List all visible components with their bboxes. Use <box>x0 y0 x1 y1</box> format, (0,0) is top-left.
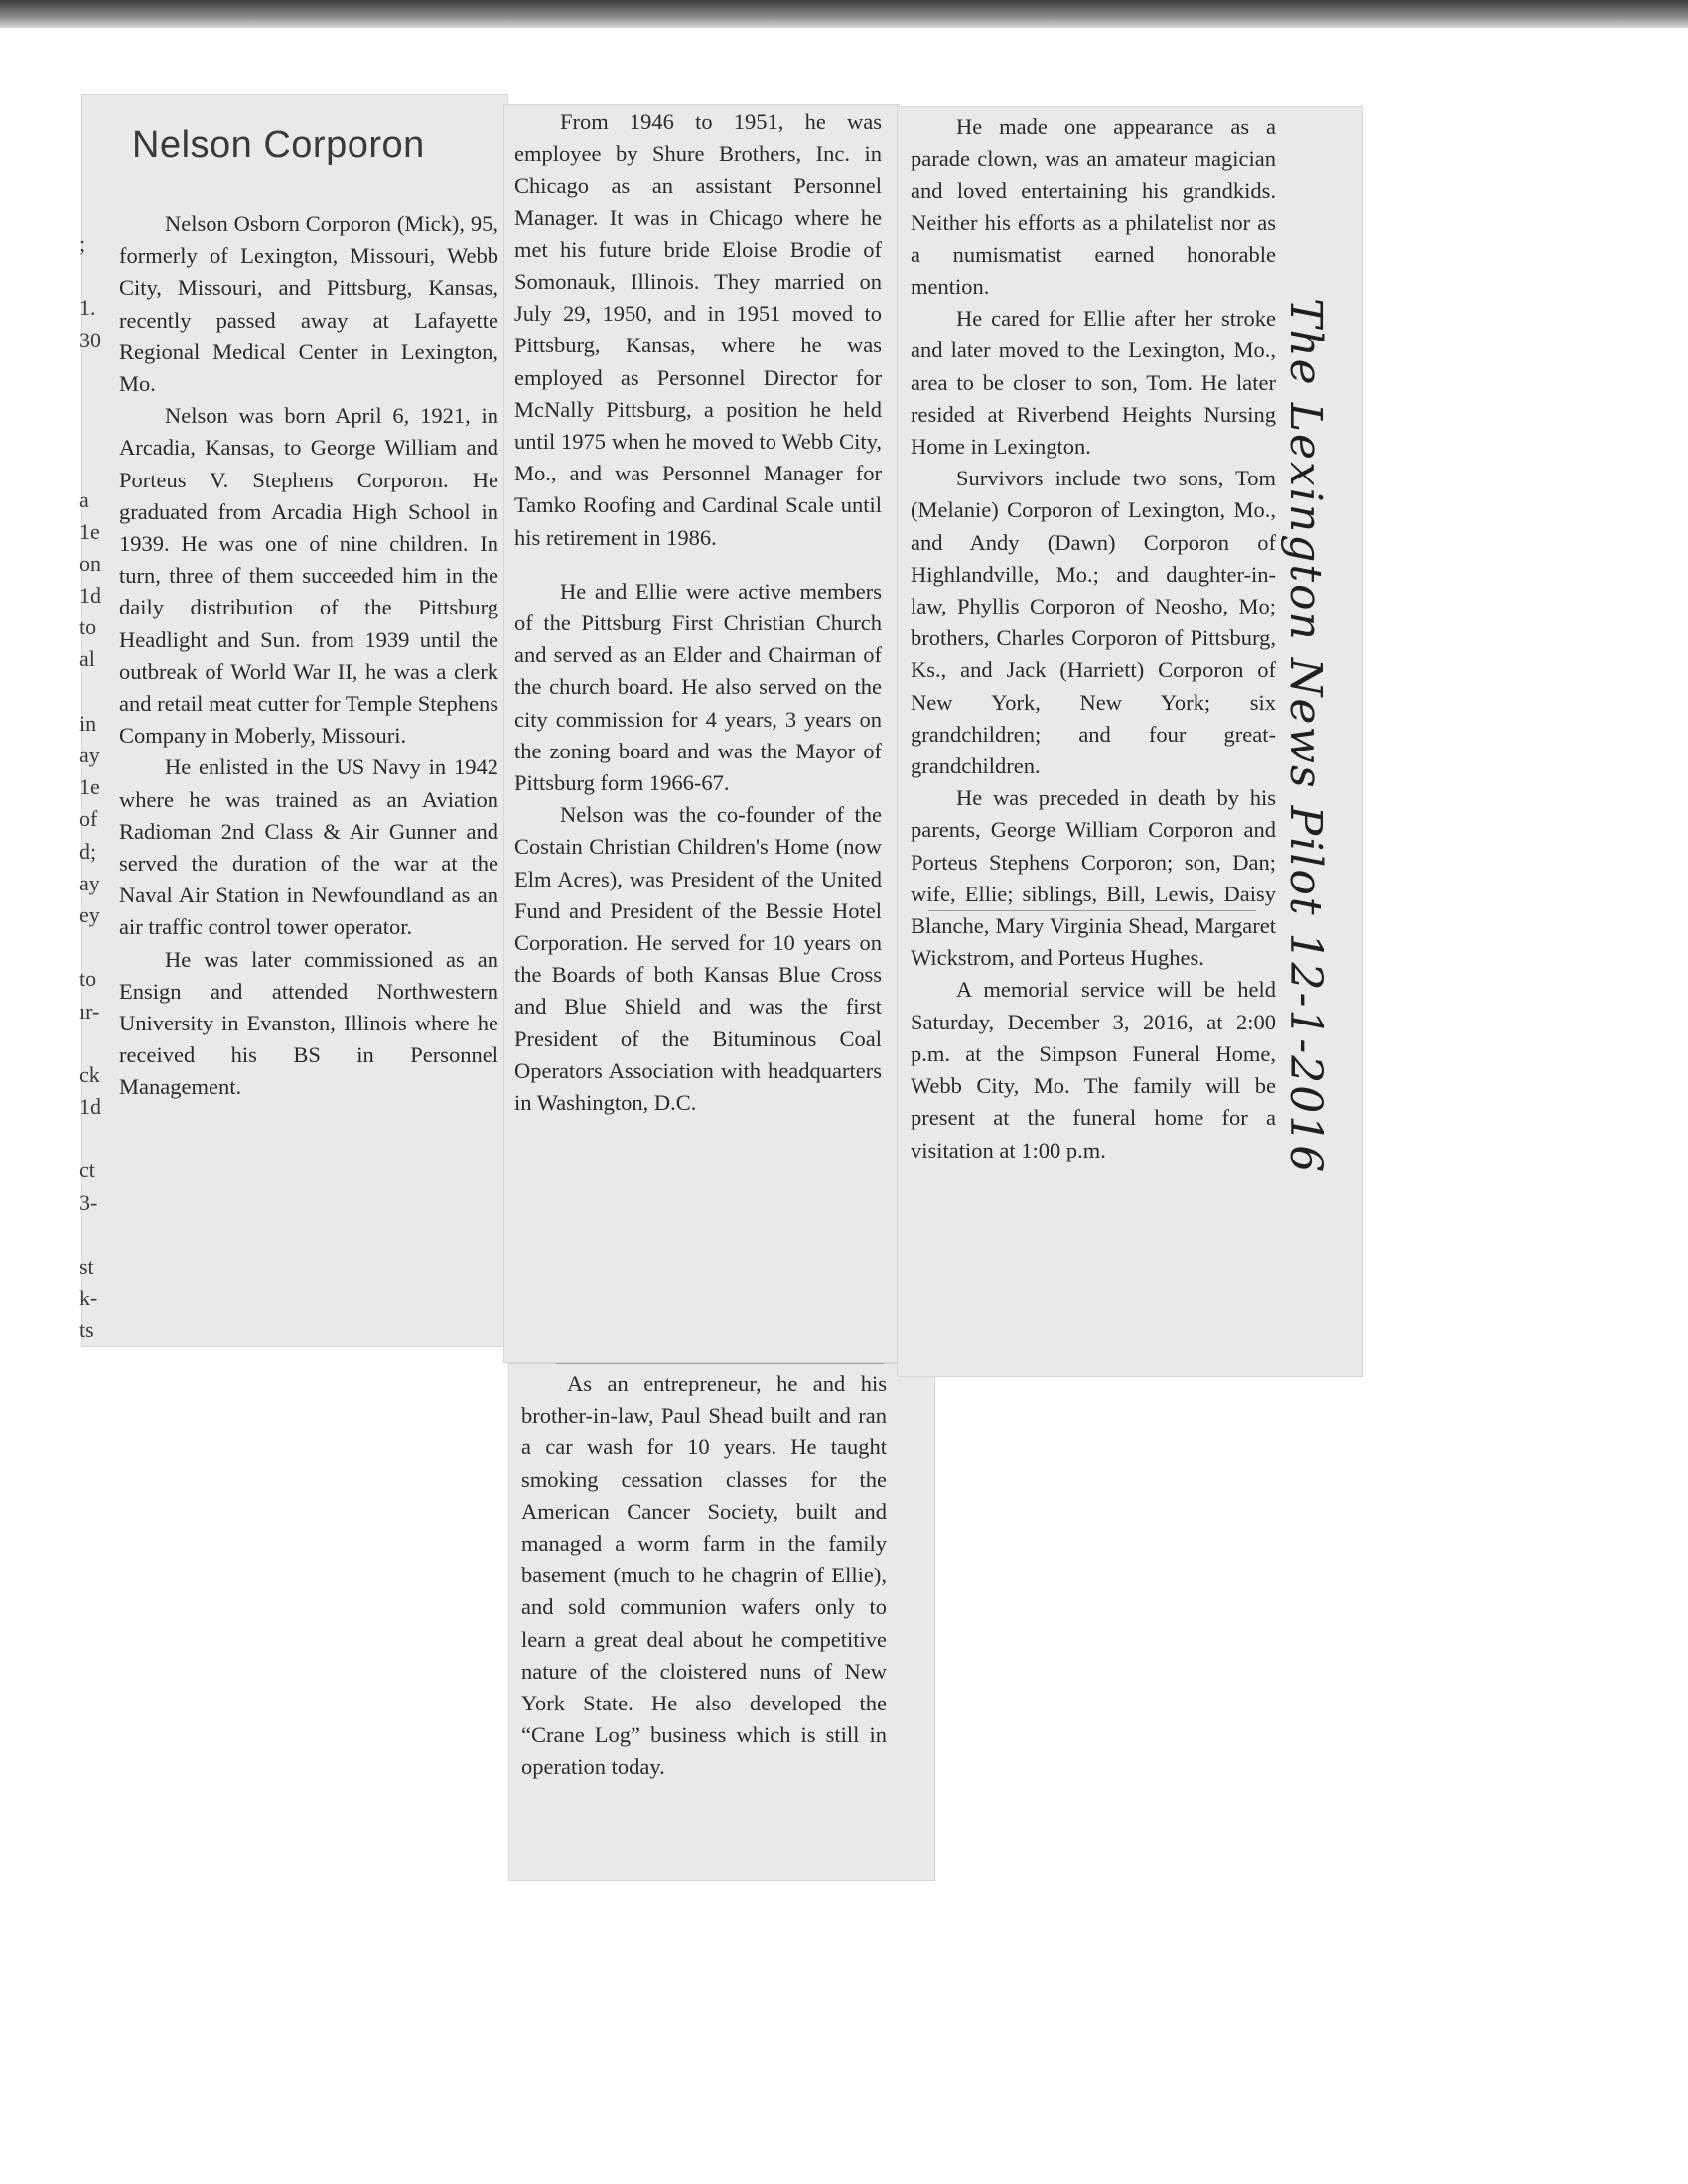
margin-fragment <box>79 1123 101 1155</box>
paragraph: He cared for Ellie after her stroke and later moved to the Lexington, Mo., area to be closer to son, Tom. He later resided at Riverbend Heights Nursing Home in Lexington. <box>911 306 1276 460</box>
margin-fragment: ır- <box>79 998 100 1024</box>
margin-fragment <box>79 1027 101 1059</box>
article-column-4 <box>911 111 1276 1166</box>
paragraph: Nelson Osborn Corporon (Mick), 95, formerly of Lexington, Missouri, Webb City, Missouri, and Pittsburg, Kansas, recently passed away at Lafayette Regional Medical Center in Lexington, Mo. <box>119 211 498 397</box>
paragraph: A memorial service will be held Saturday, December 3, 2016, at 2:00 p.m. at the Simpson Funeral Home, Webb City, Mo. The family will be present at the funeral home for a visitation at 1:00 p.m. <box>911 977 1276 1162</box>
paragraph: He and Ellie were active members of the Pittsburg First Christian Church and served as an Elder and Chairman of the church board. He also served on the city commission for 4 years, 3 years on the zoning board and was the Mayor of Pittsburg form 1966-67. <box>514 578 882 796</box>
article-column-3 <box>521 1368 887 1784</box>
margin-fragment: 30 <box>79 327 101 352</box>
margin-fragment: a <box>79 486 89 512</box>
obituary-headline: Nelson Corporon <box>132 124 425 166</box>
margin-fragment: on <box>79 550 101 576</box>
margin-fragment <box>79 260 101 292</box>
margin-fragment: to <box>79 966 97 992</box>
paragraph: Nelson was the co-founder of the Costain Christian Children's Home (now Elm Acres), was President of the United Fund and President of the Bessie Hotel Corporation. He served for 10 years on the Boards of both Kansas Blue Cross and Blue Shield and was the first President of the Bituminous Coal Operators Association with headquarters in Washington, D.C. <box>514 802 882 1116</box>
paragraph: From 1946 to 1951, he was employee by Shure Brothers, Inc. in Chicago as an assistant Personnel Manager. It was in Chicago where he met his future bride Eloise Brodie of Somonauk, Illinois. They married on July 29, 1950, and in 1951 moved to Pittsburg, Kansas, where he was employed as Personnel Director for McNally Pittsburg, a position he held until 1975 when he moved to Webb City, Mo., and was Personnel Manager for Tamko Roofing and Cardinal Scale until his retirement in 1986. <box>514 109 882 550</box>
article-column-1 <box>119 208 498 1104</box>
paragraph: Nelson was born April 6, 1921, in Arcadia, Kansas, to George William and Porteus V. Stephens Corporon. He graduated from Arcadia High School in 1939. He was one of nine children. In turn, three of them succeeded him in the daily distribution of the Pittsburg Headlight and Sun. from 1939 until the outbreak of World War II, he was a clerk and retail meat cutter for Temple Stephens Company in Moberly, Missouri. <box>119 403 498 749</box>
margin-fragment: al <box>79 646 95 672</box>
margin-fragment <box>79 388 101 420</box>
margin-fragment: k- <box>79 1286 98 1311</box>
margin-fragment: ey <box>79 901 100 927</box>
margin-fragment <box>79 452 101 483</box>
margin-fragment: 1d <box>79 583 101 609</box>
margin-fragment: ay <box>79 870 100 895</box>
margin-fragment <box>79 676 101 708</box>
article-column-2 <box>514 106 882 1119</box>
column-divider <box>928 910 1256 911</box>
margin-fragment: 1e <box>79 518 100 544</box>
margin-fragment: ay <box>79 743 100 767</box>
margin-fragment <box>79 931 101 963</box>
margin-fragment: d; <box>79 838 97 864</box>
margin-fragment: ck <box>79 1061 100 1087</box>
margin-fragment: 1d <box>79 1094 101 1120</box>
margin-fragment <box>79 420 101 452</box>
paragraph: Survivors include two sons, Tom (Melanie) Corporon of Lexington, Mo., and Andy (Dawn) Corporon of Highlandville, Mo.; and daughter-in-law, Phyllis Corporon of Neosho, Mo; brothers, Charles Corporon of Pittsburg, Ks., and Jack (Harriett) Corporon of New York, New York; six grandchildren; and four great-grandchildren. <box>911 466 1276 779</box>
paragraph: He was later commissioned as an Ensign and attended Northwestern University in Evanston, Illinois where he received his BS in Personnel Management. <box>119 946 498 1100</box>
margin-fragment: to <box>79 614 97 640</box>
adjacent-column-fragments <box>79 228 101 1347</box>
margin-fragment: ; <box>79 231 86 256</box>
scanner-edge <box>0 0 1688 28</box>
margin-fragment: 1. <box>79 295 96 321</box>
margin-fragment: 1e <box>79 774 100 800</box>
handwritten-source-note: The Lexington News Pilot 12-1-2016 <box>1280 298 1331 1175</box>
margin-fragment: ct <box>79 1158 95 1183</box>
margin-fragment: of <box>79 806 98 832</box>
margin-fragment: st <box>79 1254 94 1279</box>
paragraph: He was preceded in death by his parents, George William Corporon and Porteus Stephens Corporon; son, Dan; wife, Ellie; siblings, Bill, Lewis, Daisy Blanche, Mary Virginia Shead, Margaret Wickstrom, and Porteus Hughes. <box>911 785 1276 971</box>
paragraph: He made one appearance as a parade clown, was an amateur magician and loved entertaining his grandkids. Neither his efforts as a philatelist nor as a numismatist earned honorable mention. <box>911 114 1276 300</box>
margin-fragment <box>79 356 101 388</box>
paragraph: As an entrepreneur, he and his brother-in-law, Paul Shead built and ran a car wash for 10 years. He taught smoking cessation classes for the American Cancer Society, built and managed a worm farm in the family basement (much to he chagrin of Ellie), and sold communion wafers only to learn a great deal about he competitive nature of the cloistered nuns of New York State. He also developed the “Crane Log” business which is still in operation today. <box>521 1371 887 1780</box>
margin-fragment: in <box>79 710 97 736</box>
margin-fragment: ts <box>79 1317 94 1343</box>
column-divider <box>556 1363 884 1364</box>
margin-fragment: 3- <box>79 1189 98 1215</box>
margin-fragment <box>79 1219 101 1251</box>
paragraph: He enlisted in the US Navy in 1942 where he was trained as an Aviation Radioman 2nd Class & Air Gunner and served the duration of the war at the Naval Air Station in Newfoundland as an air traffic control tower operator. <box>119 754 498 940</box>
